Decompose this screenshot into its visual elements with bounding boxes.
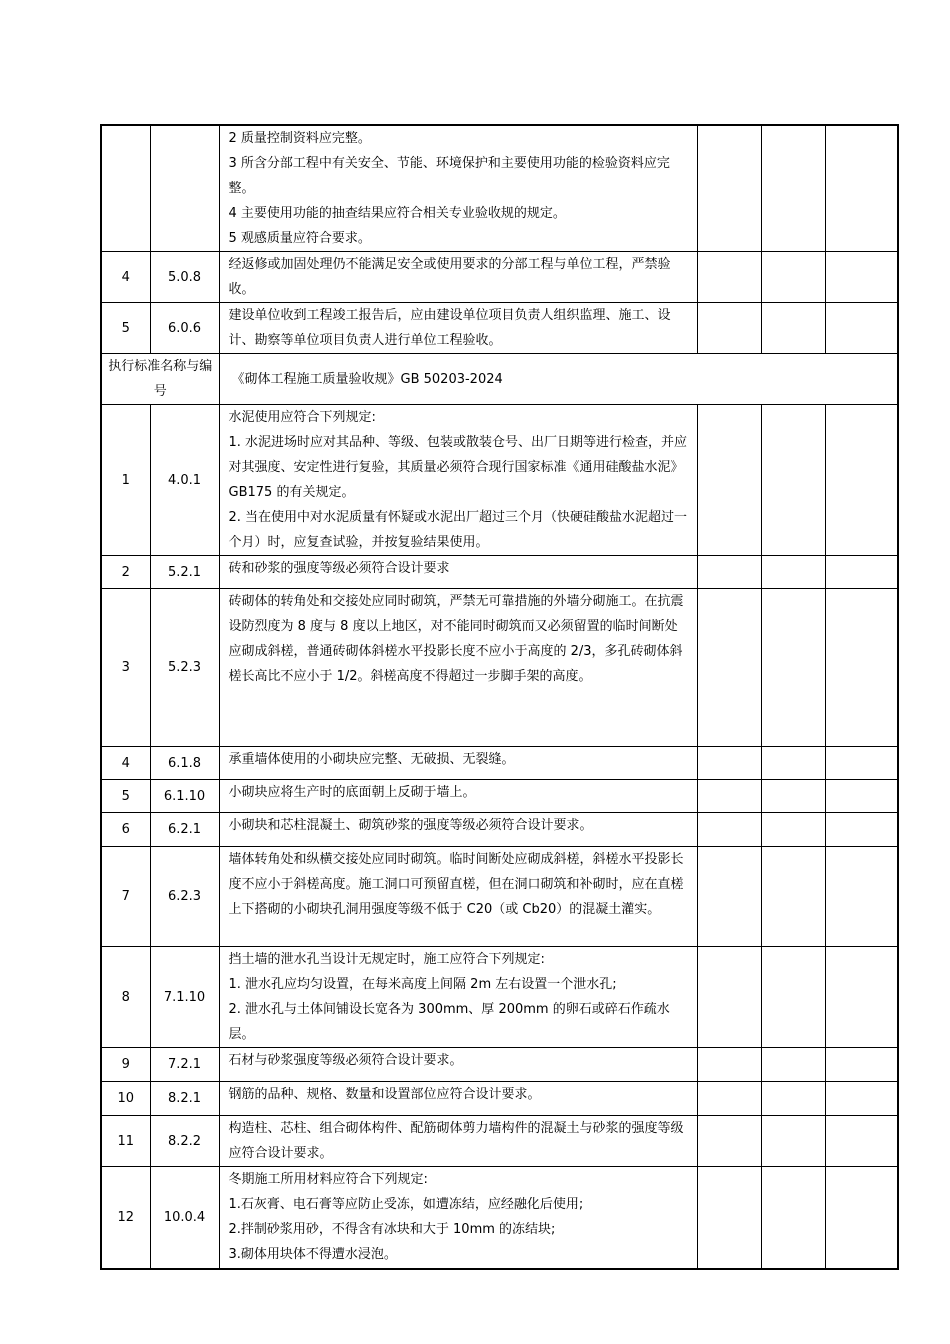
table-row [101,1048,898,1082]
requirement-line: 4 主要使用功能的抽查结果应符合相关专业验收规的规定。 [228,206,566,221]
clause-number: 8.2.2 [150,1116,219,1167]
requirement-text [219,589,697,747]
check-result-cell[interactable] [761,1048,825,1082]
check-result-cell[interactable] [697,303,761,354]
requirement-text [219,1082,697,1116]
table-row [101,813,898,847]
clause-number: 10.0.4 [150,1167,219,1269]
clause-number: 5.2.3 [150,589,219,747]
check-result-cell[interactable] [761,252,825,303]
check-result-cell[interactable] [761,125,825,252]
check-result-cell[interactable] [697,1048,761,1082]
standard-label: 执行标准名称与编号 [101,354,219,405]
check-result-cell[interactable] [697,780,761,813]
check-result-cell[interactable] [825,589,898,747]
row-number: 8 [101,947,150,1048]
check-result-cell[interactable] [761,947,825,1048]
clause-number: 4.0.1 [150,405,219,556]
check-result-cell[interactable] [697,589,761,747]
row-number: 9 [101,1048,150,1082]
row-number: 5 [101,780,150,813]
check-result-cell[interactable] [825,747,898,780]
requirement-line: 砖砌体的转角处和交接处应同时砌筑，严禁无可靠措施的外墙分砌施工。在抗震设防烈度为 8 度与 8 度以上地区，对不能同时砌筑而又必须留置的临时间断处应砌成斜槎，普通砖砌体斜槎水平投影长度不应小于高度的 2/3，多孔砖砌体斜槎长高比不应小于 1/2。斜槎高度不得超过一步脚手架的高度。 [228,594,684,684]
check-result-cell[interactable] [825,1167,898,1269]
check-result-cell[interactable] [825,847,898,947]
table-row [101,1116,898,1167]
check-result-cell[interactable] [761,747,825,780]
check-result-cell[interactable] [761,589,825,747]
table-row [101,125,898,252]
check-result-cell[interactable] [825,1116,898,1167]
check-result-cell[interactable] [825,252,898,303]
requirement-text [219,252,697,303]
row-number: 1 [101,405,150,556]
check-result-cell[interactable] [761,780,825,813]
table-row [101,847,898,947]
check-result-cell[interactable] [825,1048,898,1082]
check-result-cell[interactable] [697,125,761,252]
check-result-cell[interactable] [825,125,898,252]
requirement-line: 墙体转角处和纵横交接处应同时砌筑。临时间断处应砌成斜槎，斜槎水平投影长度不应小于斜槎高度。施工洞口可预留直槎，但在洞口砌筑和补砌时，应在直槎上下搭砌的小砌块孔洞用强度等级不低于 C20（或 Cb20）的混凝土灌实。 [228,852,684,917]
row-number: 6 [101,813,150,847]
requirement-line: 1.石灰膏、电石膏等应防止受冻，如遭冻结，应经融化后使用; [228,1197,584,1212]
check-result-cell[interactable] [825,1082,898,1116]
row-number: 12 [101,1167,150,1269]
requirement-line: 小砌块和芯柱混凝土、砌筑砂浆的强度等级必须符合设计要求。 [228,818,593,833]
check-result-cell[interactable] [825,947,898,1048]
requirement-text [219,947,697,1048]
clause-number: 8.2.1 [150,1082,219,1116]
check-result-cell[interactable] [825,813,898,847]
row-number: 11 [101,1116,150,1167]
requirement-text [219,1116,697,1167]
requirement-text [219,813,697,847]
standard-row [101,354,898,405]
requirement-line: 2. 泄水孔与土体间铺设长宽各为 300mm、厚 200mm 的卵石或碎石作疏水层。 [228,1002,670,1042]
clause-number: 7.1.10 [150,947,219,1048]
check-result-cell[interactable] [761,303,825,354]
requirement-line: 1. 泄水孔应均匀设置，在每米高度上间隔 2m 左右设置一个泄水孔; [228,977,617,992]
check-result-cell[interactable] [761,847,825,947]
requirement-line: 5 观感质量应符合要求。 [228,231,371,246]
requirement-line: 冬期施工所用材料应符合下列规定: [228,1172,428,1187]
row-number: 7 [101,847,150,947]
standard-row-group [101,354,898,405]
check-result-cell[interactable] [697,1082,761,1116]
clause-number: 6.0.6 [150,303,219,354]
requirement-text [219,405,697,556]
requirement-text [219,125,697,252]
requirement-line: 水泥使用应符合下列规定: [228,410,376,425]
standard-name-cell: 《砌体工程施工质量验收规》GB 50203-2024 [219,354,898,405]
table-row [101,780,898,813]
check-result-cell[interactable] [825,780,898,813]
row-number: 10 [101,1082,150,1116]
check-result-cell[interactable] [697,847,761,947]
row-number: 3 [101,589,150,747]
requirement-line: 2. 当在使用中对水泥质量有怀疑或水泥出厂超过三个月（快硬硅酸盐水泥超过一个月）时，应复查试验，并按复验结果使用。 [228,510,688,550]
check-result-cell[interactable] [825,303,898,354]
requirement-text [219,303,697,354]
check-result-cell[interactable] [697,747,761,780]
requirement-line: 2 质量控制资料应完整。 [228,131,371,146]
requirement-text [219,1048,697,1082]
check-result-cell[interactable] [825,556,898,589]
checklist-table [100,124,899,1270]
acceptance-checklist-page [100,124,897,1270]
requirement-line: 2.拌制砂浆用砂，不得含有冰块和大于 10mm 的冻结块; [228,1222,556,1237]
clause-number: 5.0.8 [150,252,219,303]
requirement-line: 挡土墙的泄水孔当设计无规定时，施工应符合下列规定: [228,952,545,967]
unit-acceptance-rows [101,125,898,354]
table-row [101,589,898,747]
requirement-text [219,747,697,780]
table-row [101,252,898,303]
check-result-cell[interactable] [761,813,825,847]
row-number: 4 [101,252,150,303]
table-row [101,303,898,354]
check-result-cell[interactable] [697,813,761,847]
requirement-line: 石材与砂浆强度等级必须符合设计要求。 [228,1053,463,1068]
check-result-cell[interactable] [761,1116,825,1167]
check-result-cell[interactable] [761,405,825,556]
requirement-line: 砖和砂浆的强度等级必须符合设计要求 [228,561,450,576]
requirement-line: 3.砌体用块体不得遭水浸泡。 [228,1247,397,1262]
row-number: 4 [101,747,150,780]
requirement-text [219,556,697,589]
table-row [101,405,898,556]
requirement-line: 3 所含分部工程中有关安全、节能、环境保护和主要使用功能的检验资料应完整。 [228,156,670,196]
requirement-text [219,780,697,813]
check-result-cell[interactable] [697,1116,761,1167]
table-row [101,1167,898,1269]
clause-number: 5.2.1 [150,556,219,589]
check-result-cell[interactable] [697,252,761,303]
requirement-line: 建设单位收到工程竣工报告后，应由建设单位项目负责人组织监理、施工、设计、勘察等单位项目负责人进行单位工程验收。 [228,308,671,348]
table-row [101,556,898,589]
clause-number: 6.1.8 [150,747,219,780]
clause-number: 6.2.1 [150,813,219,847]
check-result-cell[interactable] [697,947,761,1048]
table-row [101,747,898,780]
requirement-line: 小砌块应将生产时的底面朝上反砌于墙上。 [228,785,476,800]
requirement-line: 钢筋的品种、规格、数量和设置部位应符合设计要求。 [228,1087,541,1102]
clause-number: 6.2.3 [150,847,219,947]
clause-number: 6.1.10 [150,780,219,813]
table-row [101,947,898,1048]
check-result-cell[interactable] [761,1082,825,1116]
check-result-cell[interactable] [697,556,761,589]
row-number: 5 [101,303,150,354]
check-result-cell[interactable] [825,405,898,556]
clause-number [150,125,219,252]
row-number [101,125,150,252]
table-row [101,1082,898,1116]
requirement-text [219,847,697,947]
requirement-line: 承重墙体使用的小砌块应完整、无破损、无裂缝。 [228,752,515,767]
requirement-line: 经返修或加固处理仍不能满足安全或使用要求的分部工程与单位工程，严禁验收。 [228,257,671,297]
check-result-cell[interactable] [697,405,761,556]
masonry-requirement-rows [101,405,898,1269]
requirement-line: 1. 水泥进场时应对其品种、等级、包装或散装仓号、出厂日期等进行检查，并应对其强度、安定性进行复验，其质量必须符合现行国家标准《通用硅酸盐水泥》GB175 的有关规定。 [228,435,688,500]
requirement-line: 构造柱、芯柱、组合砌体构件、配筋砌体剪力墙构件的混凝土与砂浆的强度等级应符合设计要求。 [228,1121,684,1161]
check-result-cell[interactable] [761,1167,825,1269]
clause-number: 7.2.1 [150,1048,219,1082]
check-result-cell[interactable] [761,556,825,589]
requirement-text [219,1167,697,1269]
check-result-cell[interactable] [697,1167,761,1269]
row-number: 2 [101,556,150,589]
